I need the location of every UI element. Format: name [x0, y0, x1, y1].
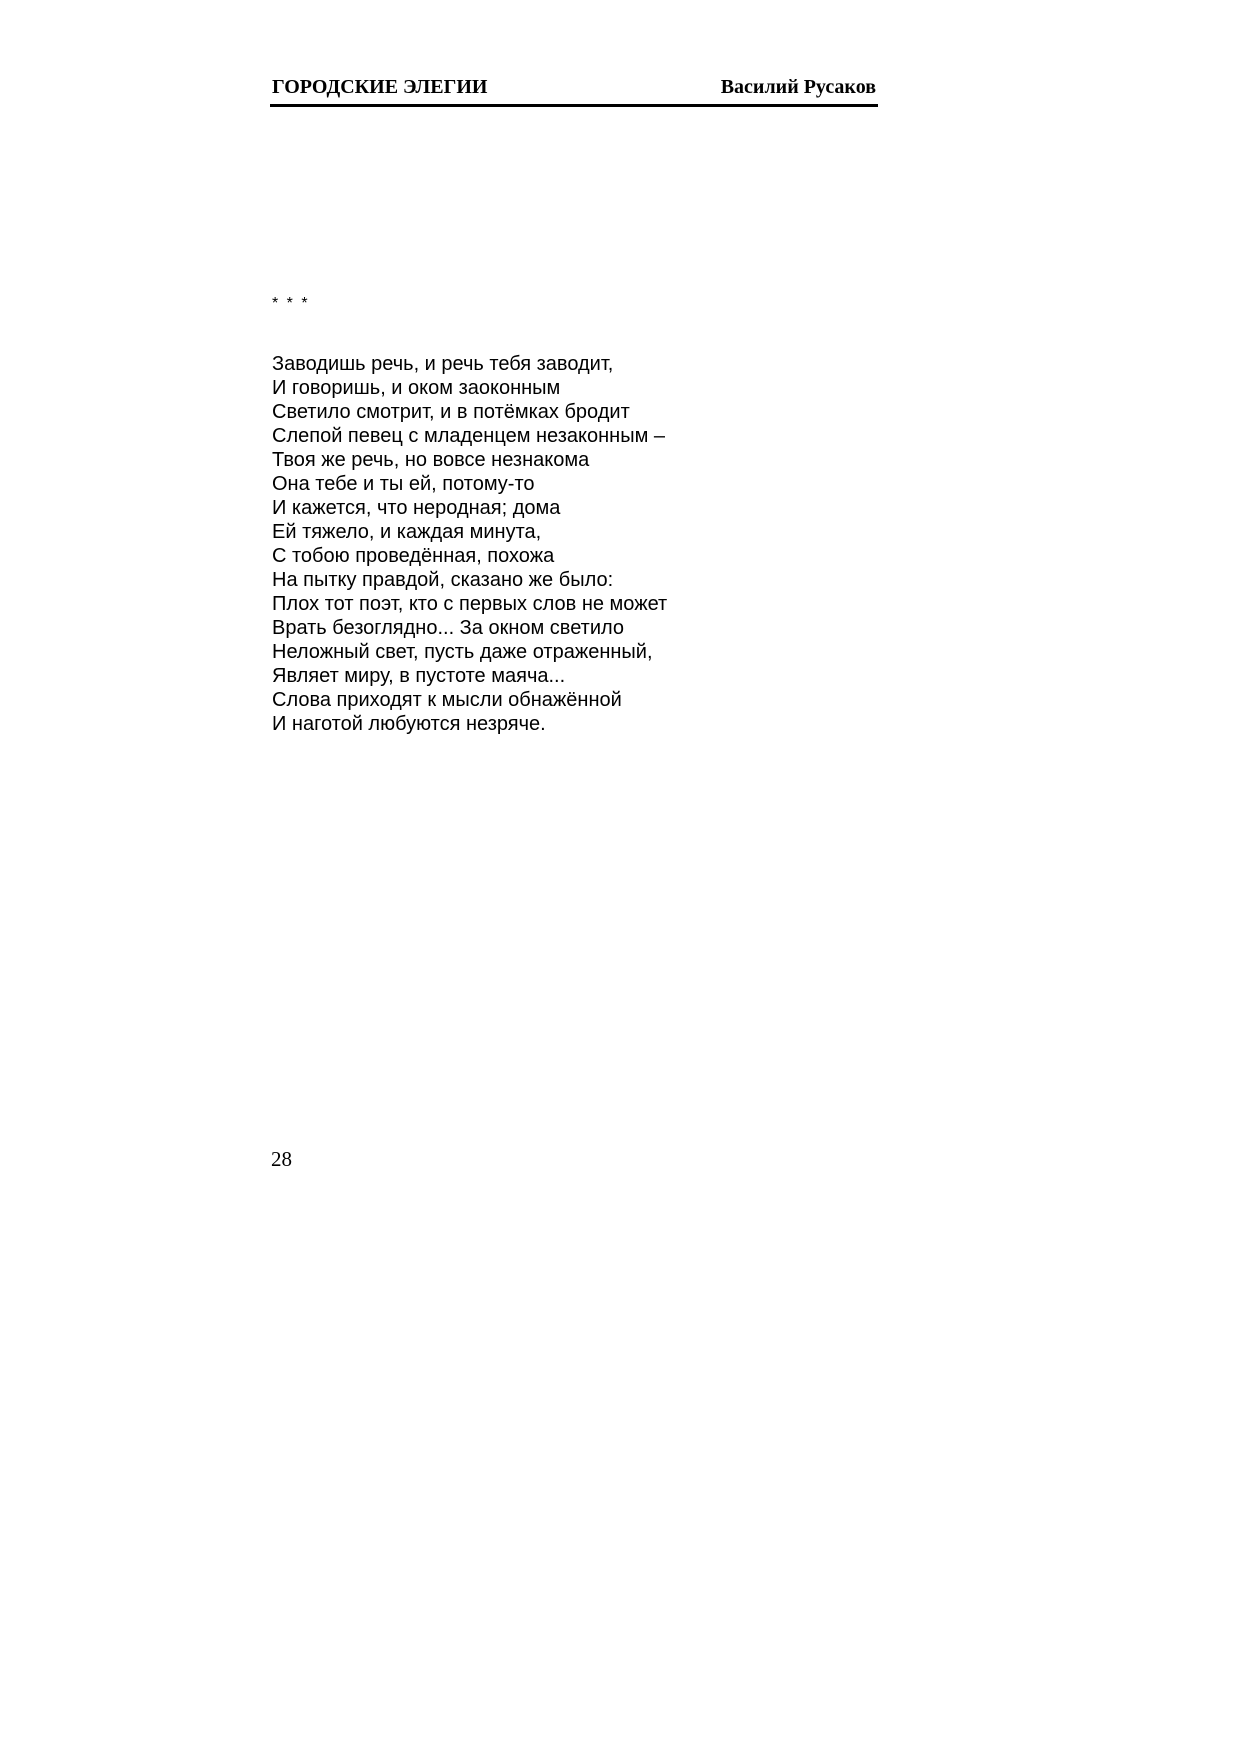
poem-line: Ей тяжело, и каждая минута,: [272, 521, 542, 543]
book-title: ГОРОДСКИЕ ЭЛЕГИИ: [272, 76, 488, 98]
poem-line: Плох тот поэт, кто с первых слов не может: [272, 593, 668, 615]
poem-line: С тобою проведённая, похожа: [272, 545, 555, 567]
running-header: [270, 74, 878, 107]
poem-line: Она тебе и ты ей, потому-то: [272, 473, 535, 495]
author-name: Василий Русаков: [720, 76, 876, 98]
poem-line: Твоя же речь, но вовсе незнакома: [272, 449, 590, 471]
poem-line: И кажется, что неродная; дома: [272, 497, 561, 519]
poem-line: На пытку правдой, сказано же было:: [272, 569, 614, 591]
poem-line: Светило смотрит, и в потёмках бродит: [272, 401, 630, 423]
poem-line: И наготой любуются незряче.: [272, 713, 546, 735]
poem-separator: * * *: [272, 295, 310, 312]
poem-lines: [272, 352, 667, 736]
poem-line: Слова приходят к мысли обнажённой: [272, 689, 622, 711]
poem-line: Являет миру, в пустоте маяча...: [272, 665, 566, 687]
poem-line: И говоришь, и оком заоконным: [272, 377, 561, 399]
poem: [272, 292, 667, 736]
poem-line: Слепой певец с младенцем незаконным –: [272, 425, 666, 447]
poem-line: Неложный свет, пусть даже отраженный,: [272, 641, 653, 663]
page-number: 28: [271, 1147, 292, 1171]
poem-line: Заводишь речь, и речь тебя заводит,: [272, 353, 614, 375]
poem-line: Врать безоглядно... За окном светило: [272, 617, 625, 639]
